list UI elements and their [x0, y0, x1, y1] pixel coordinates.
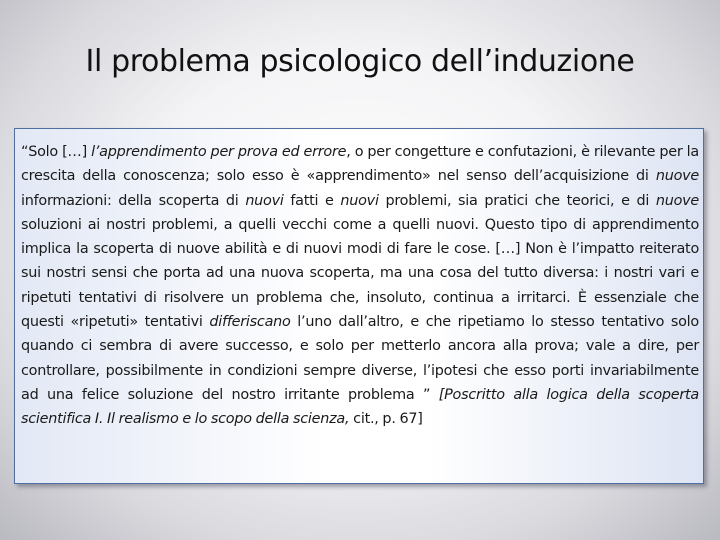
- quote-box: [14, 128, 704, 484]
- slide-title: Il problema psicologico dell’induzione: [85, 44, 635, 79]
- quote-italic-segment: [Poscritto alla logica della scoperta scientifica I. Il realismo e lo scopo della scienza,: [21, 386, 699, 428]
- quote-italic-segment: differiscano: [209, 314, 291, 331]
- quote-italic-segment: nuove: [655, 192, 699, 209]
- quote-segment: informazioni: della scoperta di: [21, 192, 246, 209]
- quote-segment: “Solo […]: [21, 144, 92, 160]
- quote-italic-segment: nuovi: [340, 192, 379, 209]
- quote-italic-segment: nuovi: [245, 192, 284, 209]
- quote-segment: problemi, sia pratici che teorici, e di: [378, 192, 656, 209]
- quote-segment: , o per congetture e confutazioni, è rilevante per la crescita della conoscenza; solo esso è «apprendimento» nel senso dell’acquisizione di: [21, 144, 699, 185]
- quote-italic-segment: nuove: [655, 168, 699, 185]
- quote-segment: l’uno dall’altro, e che ripetiamo lo stesso tentativo solo quando ci sembra di avere successo, e solo per metterlo ancora alla prova; vale a dire, per controllare, possibilmente in condizioni sempre diverse, l’ipotesi che esso porti invariabilmente ad una felice soluzione del nostro irritante problema ”: [21, 314, 699, 403]
- quote-segment: cit., p. 67]: [349, 411, 423, 428]
- quote-segment: soluzioni ai nostri problemi, a quelli vecchi come a quelli nuovi. Questo tipo di apprendimento implica la scoperta di nuove abilità e di nuovi modi di fare le cose. […] Non è l’impatto reiterato sui nostri sensi che porta ad una nuova scoperta, ma una cosa del tutto diversa: i nostri vari e ripetuti tentativi di risolvere un problema che, insoluto, continua a irritarci. È essenziale che questi «ripetuti» tentativi: [21, 216, 699, 331]
- quote-text: [21, 140, 699, 432]
- quote-italic-segment: l’apprendimento per prova ed errore: [91, 144, 347, 160]
- quote-segment: fatti e: [283, 192, 341, 209]
